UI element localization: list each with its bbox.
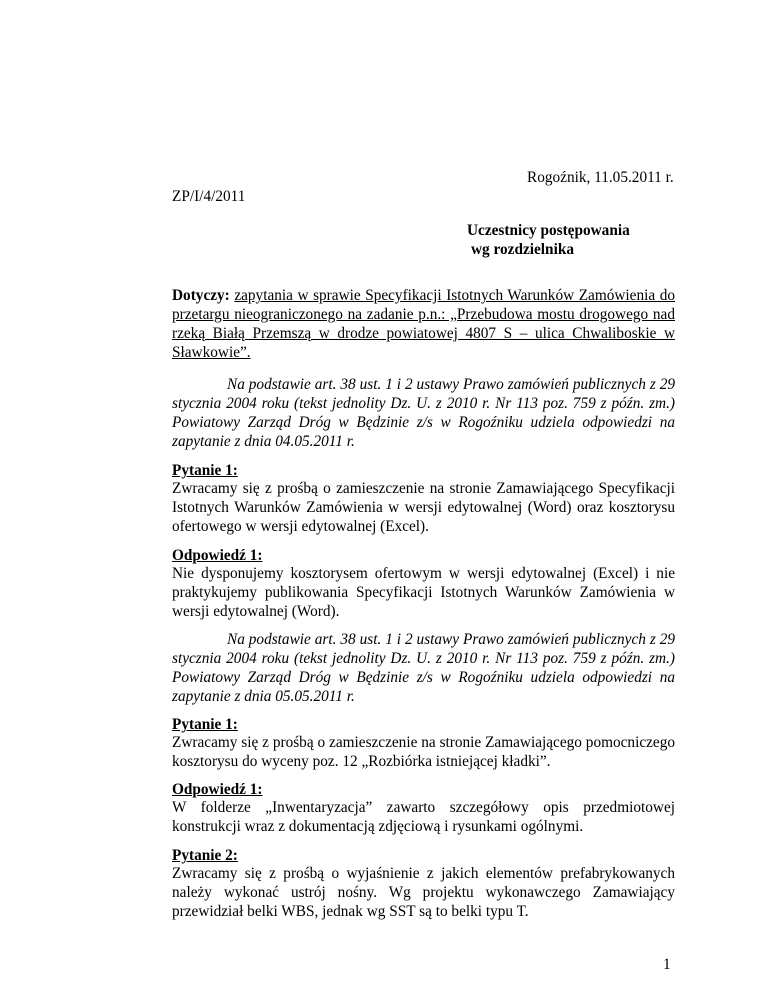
answer-1a-heading: Odpowiedź 1: [172,547,263,564]
subject-label: Dotyczy: [172,287,230,304]
reference-number: ZP/I/4/2011 [172,188,246,205]
question-1a-text: Zwracamy się z prośbą o zamieszczenie na stronie Zamawiającego Specyfikacji Istotnych Warunków Zamówienia w wersji edytowalnej (Word) oraz kosztorysu ofertowego w wersji edytowalnej (Excel). [172,480,675,535]
question-1b-text: Zwracamy się z prośbą o zamieszczenie na stronie Zamawiającego pomocniczego kosztorysu do wyceny poz. 12 „Rozbiórka istniejącej kładki”. [172,734,675,770]
question-1a-heading: Pytanie 1: [172,462,238,479]
subject-text: zapytania w sprawie Specyfikacji Istotnych Warunków Zamówienia do przetargu nieograniczonego na zadanie p.n.: „Przebudowa mostu drogowego nad rzeką Białą Przemszą w drodze powiatowej 4807 S – ulica Chwaliboskie w Sławkowie”. [172,287,676,361]
question-2-heading: Pytanie 2: [172,847,238,864]
question-2-text: Zwracamy się z prośbą o wyjaśnienie z jakich elementów prefabrykowanych należy wykonać ustrój nośny. Wg projektu wykonawczego Zamawiający przewidział belki WBS, jednak wg SST są to belki typu T. [172,865,675,920]
answer-1a-text: Nie dysponujemy kosztorysem ofertowym w wersji edytowalnej (Excel) i nie praktykujemy publikowania Specyfikacji Istotnych Warunków Zamówienia w wersji edytowalnej (Word). [172,565,675,620]
place-date: Rogoźnik, 11.05.2011 r. [527,169,674,186]
subject-paragraph [172,286,675,362]
question-1b-heading: Pytanie 1: [172,716,238,733]
recipient-line-1: Uczestnicy postępowania [467,222,630,239]
answer-1b-heading: Odpowiedź 1: [172,781,263,798]
recipient-line-2: wg rozdzielnika [471,241,574,258]
page-number: 1 [663,956,671,973]
intro-paragraph-1: Na podstawie art. 38 ust. 1 i 2 ustawy Prawo zamówień publicznych z 29 stycznia 2004 roku (tekst jednolity Dz. U. z 2010 r. Nr 113 poz. 759 z późn. zm.) Powiatowy Zarząd Dróg w Będzinie z/s w Rogoźniku udziela odpowiedzi na zapytanie z dnia 04.05.2011 r. [172,376,675,450]
intro-paragraph-2: Na podstawie art. 38 ust. 1 i 2 ustawy Prawo zamówień publicznych z 29 stycznia 2004 roku (tekst jednolity Dz. U. z 2010 r. Nr 113 poz. 759 z późn. zm.) Powiatowy Zarząd Dróg w Będzinie z/s w Rogoźniku udziela odpowiedzi na zapytanie z dnia 05.05.2011 r. [172,631,675,705]
answer-1b-text: W folderze „Inwentaryzacja” zawarto szczegółowy opis przedmiotowej konstrukcji wraz z dokumentacją zdjęciową i rysunkami ogólnymi. [172,799,675,835]
